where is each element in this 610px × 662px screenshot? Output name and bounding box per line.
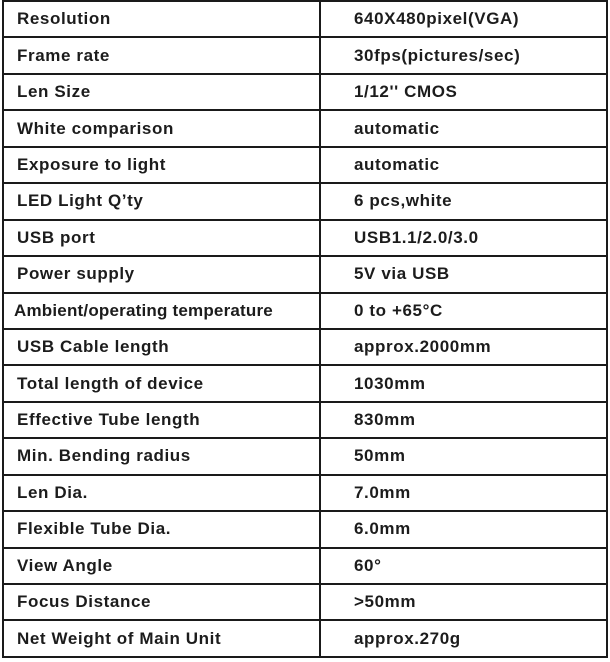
spec-label-temperature: Ambient/operating temperature xyxy=(3,293,320,329)
spec-value-view-angle: 60° xyxy=(320,548,607,584)
spec-row-focus-distance xyxy=(3,584,607,620)
spec-value-net-weight: approx.270g xyxy=(320,620,607,657)
spec-label-total-length: Total length of device xyxy=(3,365,320,401)
spec-label-bending-radius: Min. Bending radius xyxy=(3,438,320,474)
specification-table-body xyxy=(3,1,607,657)
spec-row-usb-cable-length xyxy=(3,329,607,365)
spec-label-resolution: Resolution xyxy=(3,1,320,37)
spec-row-resolution xyxy=(3,1,607,37)
spec-label-led-light: LED Light Q’ty xyxy=(3,183,320,219)
spec-row-view-angle xyxy=(3,548,607,584)
spec-value-white-comparison: automatic xyxy=(320,110,607,146)
spec-label-effective-tube-length: Effective Tube length xyxy=(3,402,320,438)
spec-row-flexible-tube-dia xyxy=(3,511,607,547)
spec-row-effective-tube-length xyxy=(3,402,607,438)
spec-value-len-size: 1/12'' CMOS xyxy=(320,74,607,110)
spec-value-total-length: 1030mm xyxy=(320,365,607,401)
spec-row-frame-rate xyxy=(3,37,607,73)
spec-value-exposure: automatic xyxy=(320,147,607,183)
spec-value-flexible-tube-dia: 6.0mm xyxy=(320,511,607,547)
spec-row-total-length xyxy=(3,365,607,401)
spec-row-power-supply xyxy=(3,256,607,292)
spec-label-usb-port: USB port xyxy=(3,220,320,256)
spec-row-usb-port xyxy=(3,220,607,256)
spec-label-view-angle: View Angle xyxy=(3,548,320,584)
spec-value-bending-radius: 50mm xyxy=(320,438,607,474)
spec-label-usb-cable-length: USB Cable length xyxy=(3,329,320,365)
spec-value-len-dia: 7.0mm xyxy=(320,475,607,511)
spec-label-power-supply: Power supply xyxy=(3,256,320,292)
spec-value-usb-port: USB1.1/2.0/3.0 xyxy=(320,220,607,256)
spec-row-bending-radius xyxy=(3,438,607,474)
spec-value-usb-cable-length: approx.2000mm xyxy=(320,329,607,365)
spec-row-exposure xyxy=(3,147,607,183)
spec-label-frame-rate: Frame rate xyxy=(3,37,320,73)
spec-label-focus-distance: Focus Distance xyxy=(3,584,320,620)
spec-row-temperature xyxy=(3,293,607,329)
spec-label-white-comparison: White comparison xyxy=(3,110,320,146)
spec-row-len-dia xyxy=(3,475,607,511)
spec-label-len-dia: Len Dia. xyxy=(3,475,320,511)
spec-value-focus-distance: >50mm xyxy=(320,584,607,620)
spec-value-temperature: 0 to +65°C xyxy=(320,293,607,329)
spec-value-power-supply: 5V via USB xyxy=(320,256,607,292)
spec-label-len-size: Len Size xyxy=(3,74,320,110)
spec-label-exposure: Exposure to light xyxy=(3,147,320,183)
spec-row-led-light xyxy=(3,183,607,219)
spec-row-white-comparison xyxy=(3,110,607,146)
spec-value-effective-tube-length: 830mm xyxy=(320,402,607,438)
spec-row-len-size xyxy=(3,74,607,110)
spec-value-led-light: 6 pcs,white xyxy=(320,183,607,219)
spec-value-resolution: 640X480pixel(VGA) xyxy=(320,1,607,37)
spec-row-net-weight xyxy=(3,620,607,657)
spec-label-flexible-tube-dia: Flexible Tube Dia. xyxy=(3,511,320,547)
specification-table xyxy=(2,0,608,658)
spec-value-frame-rate: 30fps(pictures/sec) xyxy=(320,37,607,73)
spec-label-net-weight: Net Weight of Main Unit xyxy=(3,620,320,657)
